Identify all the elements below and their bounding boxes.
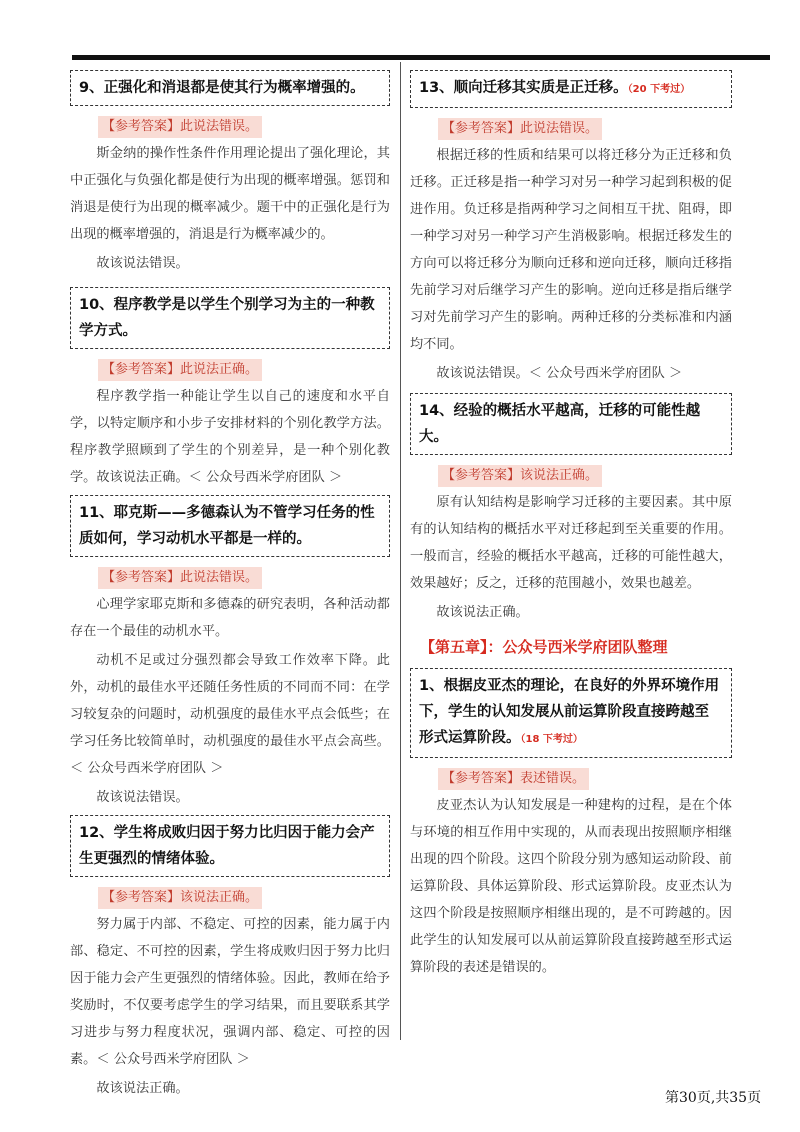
explanation-10: 程序教学指一种能让学生以自己的速度和水平自学，以特定顺序和小步子安排材料的个别化教学方法。程序教学照顾到了学生的个别差异，是一种个别化教学。故该说法正确。＜ 公众号西米学府团队 ＞ xyxy=(70,389,390,485)
explanation-11-b: 动机不足或过分强烈都会导致工作效率下降。此外，动机的最佳水平还随任务性质的不同而不同：在学习较复杂的问题时，动机强度的最佳水平点会低些；在学习任务比较简单时，动机强度的最佳水平点会高些。＜ 公众号西米学府团队 ＞ xyxy=(70,653,390,776)
answer-label-14: 【参考答案】该说法正确。 xyxy=(438,465,602,487)
question-14-text: 14、经验的概括水平越高，迁移的可能性越大。 xyxy=(419,403,701,445)
question-box-ch5-1 xyxy=(410,668,732,758)
question-box-11 xyxy=(70,495,390,557)
explanation-ch5-1: 皮亚杰认为认知发展是一种建构的过程，是在个体与环境的相互作用中实现的，从而表现出按照顺序相继出现的四个阶段。这四个阶段分别为感知运动阶段、前运算阶段、具体运算阶段、形式运算阶段。皮亚杰认为这四个阶段是按照顺序相继出现的，是不可跨越的。因此学生的认知发展可以从前运算阶段直接跨越至形式运算阶段的表述是错误的。 xyxy=(410,798,732,975)
exam-note-13: （20 下考过） xyxy=(627,84,691,95)
explanation-14: 原有认知结构是影响学习迁移的主要因素。其中原有的认知结构的概括水平对迁移起到至关重要的作用。一般而言，经验的概括水平越高，迁移的可能性越大，效果越好；反之，迁移的范围越小，效果也越差。 xyxy=(410,495,732,591)
conclusion-9: 故该说法错误。 xyxy=(96,256,189,271)
page-number: 第30页,共35页 xyxy=(665,1090,762,1106)
question-11-text: 11、耶克斯——多德森认为不管学习任务的性质如何，学习动机水平都是一样的。 xyxy=(79,505,375,547)
column-divider xyxy=(400,62,401,1040)
explanation-11-a: 心理学家耶克斯和多德森的研究表明，各种活动都存在一个最佳的动机水平。 xyxy=(70,597,390,639)
conclusion-14: 故该说法正确。 xyxy=(436,605,529,620)
answer-label-12: 【参考答案】该说法正确。 xyxy=(98,887,262,909)
explanation-13: 根据迁移的性质和结果可以将迁移分为正迁移和负迁移。正迁移是指一种学习对另一种学习起到积极的促进作用。负迁移是指两种学习之间相互干扰、阻碍，即一种学习对另一种学习产生消极影响。根据迁移发生的方向可以将迁移分为顺向迁移和逆向迁移，顺向迁移指先前学习对后继学习产生的影响。逆向迁移是指后继学习对先前学习产生的影响。两种迁移的分类标准和内涵均不同。 xyxy=(410,148,732,352)
question-12-text: 12、学生将成败归因于努力比归因于能力会产生更强烈的情绪体验。 xyxy=(79,825,375,867)
question-box-12 xyxy=(70,815,390,877)
exam-note-ch5-1: （18 下考过） xyxy=(520,734,583,745)
question-box-14 xyxy=(410,393,732,455)
answer-label-ch5-1: 【参考答案】表述错误。 xyxy=(438,768,589,790)
question-ch5-1-text: 1、根据皮亚杰的理论，在良好的外界环境作用下，学生的认知发展从前运算阶段直接跨越至形式运算阶段。 xyxy=(419,678,720,746)
answer-label-10: 【参考答案】此说法正确。 xyxy=(98,359,262,381)
top-rule xyxy=(72,55,770,60)
left-column xyxy=(70,70,390,1102)
conclusion-13: 故该说法错误。＜ 公众号西米学府团队 ＞ xyxy=(436,366,683,381)
question-9-text: 9、正强化和消退都是使其行为概率增强的。 xyxy=(79,80,365,96)
question-box-9 xyxy=(70,70,390,106)
right-column xyxy=(410,70,732,981)
explanation-12: 努力属于内部、不稳定、可控的因素，能力属于内部、稳定、不可控的因素，学生将成败归因于努力比归因于能力会产生更强烈的情绪体验。因此，教师在给予奖励时，不仅要考虑学生的学习结果，而且要联系其学习进步与努力程度状况，强调内部、稳定、可控的因素。＜ 公众号西米学府团队 ＞ xyxy=(70,917,390,1067)
question-box-10 xyxy=(70,287,390,349)
answer-label-13: 【参考答案】此说法错误。 xyxy=(438,118,602,140)
conclusion-12: 故该说法正确。 xyxy=(96,1081,189,1096)
question-13-text: 13、顺向迁移其实质是正迁移。 xyxy=(419,80,628,96)
chapter-heading: 【第五章】：公众号西米学府团队整理 xyxy=(420,638,668,656)
answer-label-9: 【参考答案】此说法错误。 xyxy=(98,116,262,138)
question-box-13 xyxy=(410,70,732,108)
conclusion-11: 故该说法错误。 xyxy=(96,790,189,805)
explanation-9: 斯金纳的操作性条件作用理论提出了强化理论，其中正强化与负强化都是使行为出现的概率增强。惩罚和消退是使行为出现的概率减少。题干中的正强化是行为出现的概率增强的，消退是行为概率减少的。 xyxy=(70,146,390,242)
question-10-text: 10、程序教学是以学生个别学习为主的一种教学方式。 xyxy=(79,297,375,339)
answer-label-11: 【参考答案】此说法错误。 xyxy=(98,567,262,589)
